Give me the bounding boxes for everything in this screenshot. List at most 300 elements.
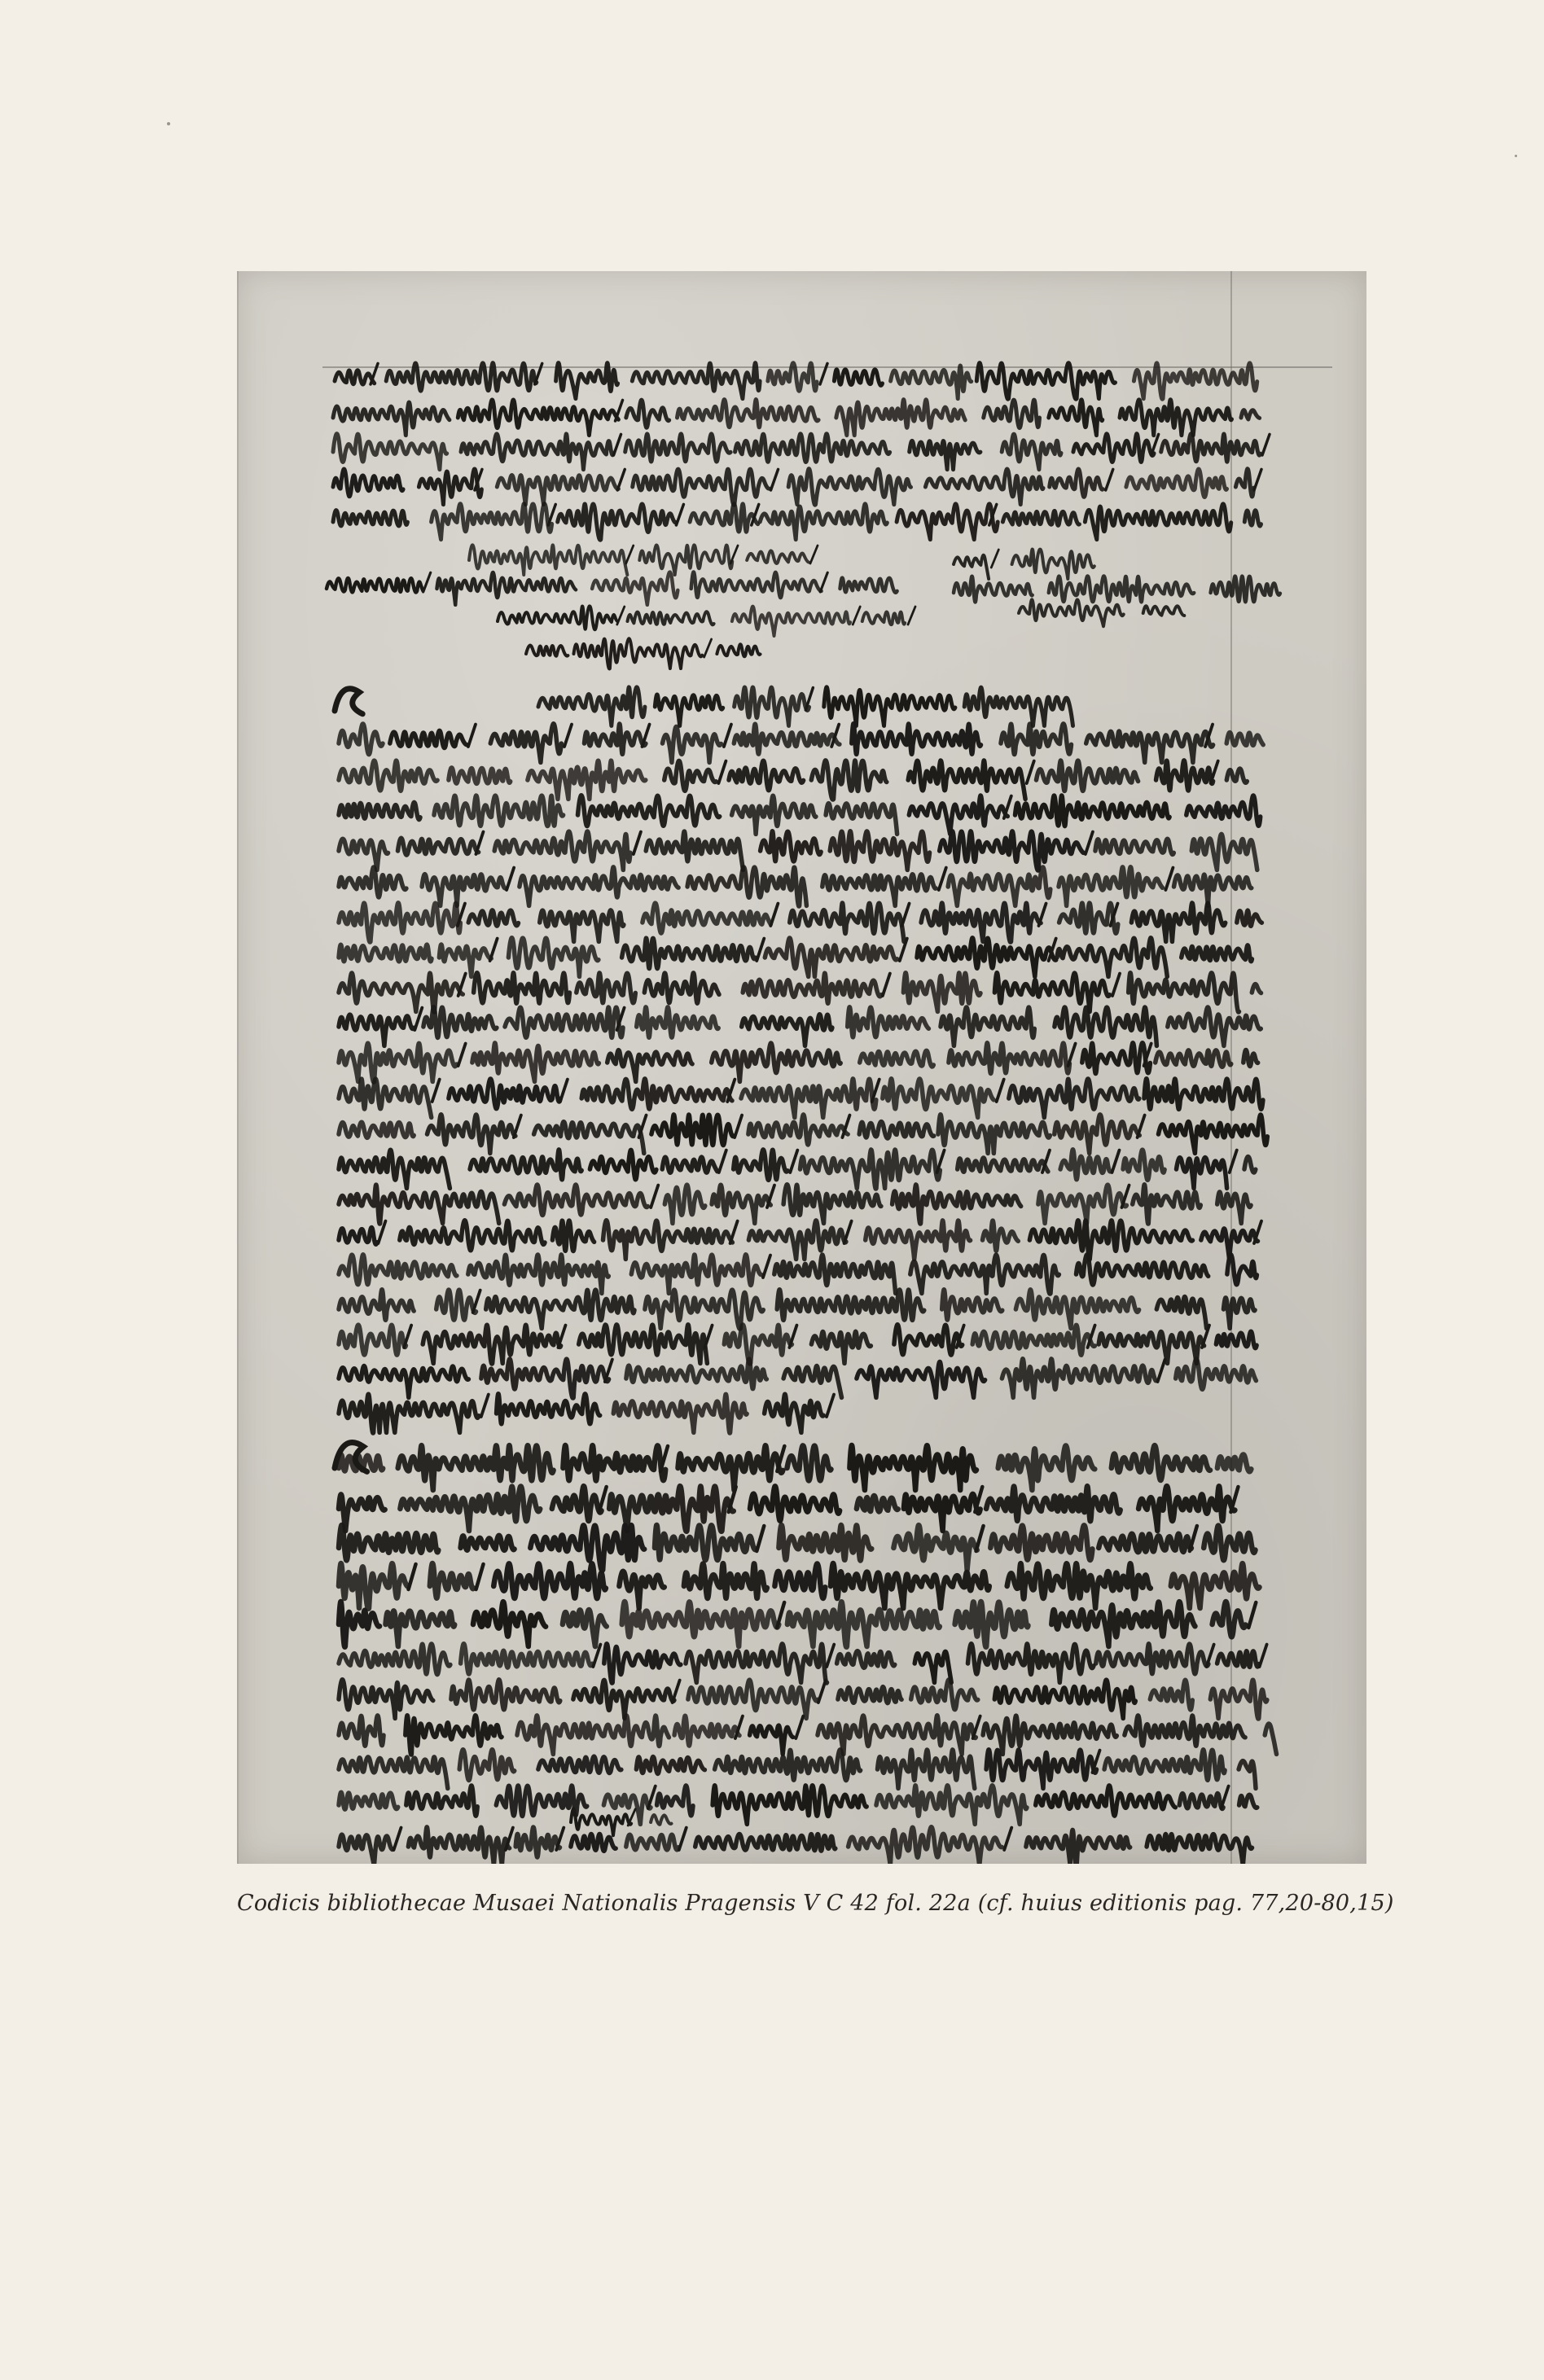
handwriting-word xyxy=(592,572,678,605)
handwriting-word xyxy=(712,1185,770,1223)
handwriting-word xyxy=(876,1786,1027,1825)
handwriting-word xyxy=(538,687,645,726)
handwriting-word xyxy=(774,1564,825,1598)
handwriting-slash xyxy=(560,1080,568,1102)
handwriting-line xyxy=(498,606,915,636)
handwriting-word xyxy=(1059,903,1118,933)
handwriting-slash xyxy=(704,639,712,657)
handwriting-word xyxy=(811,1331,871,1363)
handwriting-word xyxy=(866,1221,971,1259)
handwriting-word xyxy=(834,370,882,386)
handwriting-word xyxy=(894,1325,963,1355)
handwriting-word xyxy=(608,1050,692,1082)
handwriting-slash xyxy=(770,469,778,490)
handwriting-slash xyxy=(901,904,909,926)
handwriting-word xyxy=(468,910,518,926)
handwriting-word xyxy=(439,945,491,976)
handwriting-word xyxy=(461,1536,515,1550)
handwriting-word xyxy=(732,607,850,636)
handwriting-line xyxy=(339,1359,1256,1398)
handwriting-word xyxy=(508,938,599,977)
handwriting-word xyxy=(1187,796,1261,826)
handwriting-word xyxy=(783,1185,881,1224)
handwriting-slash xyxy=(535,363,542,384)
handwriting-word xyxy=(1226,769,1247,782)
handwriting-word xyxy=(432,504,552,540)
handwriting-word xyxy=(743,973,881,1003)
handwriting-word xyxy=(986,1486,1121,1521)
handwriting-word xyxy=(1059,867,1163,906)
handwriting-word xyxy=(836,400,965,436)
handwriting-word xyxy=(938,1115,1050,1154)
handwriting-word xyxy=(983,1716,1116,1754)
handwriting-word xyxy=(581,1079,732,1109)
handwriting-word xyxy=(339,867,406,897)
handwriting-word xyxy=(632,363,760,399)
handwriting-slash xyxy=(679,1828,686,1850)
handwriting-word xyxy=(339,1834,393,1864)
handwriting-line xyxy=(339,1602,1256,1647)
handwriting-slash xyxy=(730,1221,738,1243)
handwriting-word xyxy=(643,903,770,933)
handwriting-word xyxy=(686,1644,827,1683)
handwriting-word xyxy=(655,695,722,725)
handwriting-line xyxy=(339,831,1257,870)
handwriting-slash xyxy=(820,363,827,384)
handwriting-slash xyxy=(423,572,431,592)
handwriting-slash xyxy=(409,1564,416,1589)
handwriting-word xyxy=(831,1563,989,1608)
handwriting-word xyxy=(909,796,1007,834)
handwriting-word xyxy=(628,611,714,625)
handwriting-word xyxy=(563,1445,665,1480)
handwriting-slash xyxy=(796,1716,803,1738)
handwriting-line xyxy=(339,903,1261,942)
handwriting-word xyxy=(1051,1602,1195,1646)
handwriting-slash xyxy=(770,904,778,926)
handwriting-word xyxy=(732,796,816,834)
handwriting-word xyxy=(333,469,403,497)
handwriting-word xyxy=(530,1525,644,1571)
handwriting-slash xyxy=(1262,434,1270,455)
handwriting-word xyxy=(558,504,677,540)
handwriting-word xyxy=(585,724,646,754)
handwriting-word xyxy=(486,1290,634,1328)
handwriting-word xyxy=(1002,434,1061,470)
handwriting-word xyxy=(517,1716,669,1755)
handwriting-slash xyxy=(676,504,683,525)
handwriting-word xyxy=(942,1290,1002,1320)
handwriting-slash xyxy=(626,546,634,563)
handwriting-word xyxy=(406,1716,502,1755)
handwriting-slash xyxy=(827,1395,834,1417)
handwriting-slash xyxy=(939,868,946,890)
handwriting-word xyxy=(958,1158,1048,1172)
handwriting-word xyxy=(1156,760,1213,791)
handwriting-word xyxy=(1143,606,1185,616)
handwriting-word xyxy=(811,760,887,800)
handwriting-word xyxy=(768,363,817,391)
handwriting-word xyxy=(972,1325,1094,1355)
handwriting-word xyxy=(579,1325,708,1364)
handwriting-word xyxy=(741,1079,876,1118)
handwriting-word xyxy=(1086,731,1213,762)
handwriting-word xyxy=(742,1015,832,1046)
handwriting-line xyxy=(339,1680,1267,1719)
handwriting-word xyxy=(735,434,890,462)
handwriting-slash xyxy=(1106,469,1113,490)
handwriting-word xyxy=(1001,724,1072,755)
handwriting-line xyxy=(339,1716,1277,1755)
handwriting-word xyxy=(663,726,722,762)
handwriting-line xyxy=(339,973,1261,1012)
handwriting-slash xyxy=(564,725,572,747)
handwriting-word xyxy=(765,938,897,976)
handwriting-word xyxy=(787,1602,940,1646)
handwriting-word xyxy=(339,1525,438,1560)
handwriting-word xyxy=(423,1325,560,1364)
handwriting-word xyxy=(552,1221,594,1251)
handwriting-line xyxy=(339,1445,1251,1490)
handwriting-word xyxy=(968,1644,1094,1683)
handwriting-word xyxy=(339,839,388,870)
handwriting-line xyxy=(335,363,1257,400)
handwriting-word xyxy=(386,363,537,391)
handwriting-word xyxy=(1213,1602,1246,1637)
handwriting-word xyxy=(1244,1050,1258,1067)
handwriting-line xyxy=(339,1563,1260,1609)
handwriting-word xyxy=(1099,1534,1191,1552)
handwriting-word xyxy=(1123,1150,1165,1180)
handwriting-word xyxy=(774,1255,896,1293)
handwriting-word xyxy=(1252,984,1261,993)
handwriting-word xyxy=(964,687,1072,725)
handwriting-word xyxy=(826,804,897,835)
paper-speck xyxy=(1515,155,1517,157)
handwriting-word xyxy=(852,724,981,755)
handwriting-word xyxy=(1156,1050,1231,1067)
handwriting-word xyxy=(636,1757,704,1774)
handwriting-word xyxy=(1133,1185,1201,1224)
handwriting-word xyxy=(729,760,804,791)
handwriting-line xyxy=(339,1007,1261,1046)
handwriting-word xyxy=(1226,732,1263,745)
handwriting-word xyxy=(840,578,897,593)
handwriting-word xyxy=(339,1716,384,1746)
handwriting-word xyxy=(528,760,646,799)
handwriting-line xyxy=(339,1079,1263,1118)
handwriting-word xyxy=(504,1185,647,1216)
handwriting-word xyxy=(1211,576,1280,603)
handwriting-word xyxy=(339,1015,414,1045)
handwriting-word xyxy=(419,469,481,505)
handwriting-slash xyxy=(1004,1828,1011,1850)
handwriting-word xyxy=(339,1325,406,1355)
handwriting-word xyxy=(1171,1563,1260,1608)
handwriting-word xyxy=(748,1221,846,1259)
handwriting-word xyxy=(837,1651,895,1668)
handwriting-slash xyxy=(818,1681,826,1703)
handwriting-word xyxy=(645,1290,763,1329)
handwriting-word xyxy=(1244,511,1261,526)
handwriting-slash xyxy=(810,546,818,563)
handwriting-word xyxy=(849,1827,1002,1864)
handwriting-slash xyxy=(1068,1044,1076,1066)
handwriting-word xyxy=(734,724,840,754)
handwriting-slash xyxy=(1112,1151,1119,1172)
handwriting-line xyxy=(1019,599,1184,626)
handwriting-word xyxy=(1036,1786,1176,1816)
plate-caption: Codicis bibliothecae Musaei Nationalis Pragensis V C 42 fol. 22a (cf. huius editionis pag. 77,20-80,15) xyxy=(237,1891,1394,1916)
handwriting-slash xyxy=(991,550,998,568)
handwriting-word xyxy=(1050,469,1103,497)
handwriting-word xyxy=(678,400,819,427)
handwriting-slash xyxy=(617,469,625,490)
handwriting-slash xyxy=(790,1151,797,1172)
handwriting-line xyxy=(333,504,1261,541)
paper-speck xyxy=(167,122,170,125)
handwriting-word xyxy=(655,1525,757,1560)
handwriting-word xyxy=(459,1750,515,1781)
handwriting-word xyxy=(1265,1724,1276,1754)
handwriting-word xyxy=(662,1157,717,1172)
handwriting-word xyxy=(990,1525,1092,1560)
handwriting-word xyxy=(398,838,479,855)
handwriting-word xyxy=(1085,504,1230,540)
handwriting-word xyxy=(339,903,460,942)
handwriting-word xyxy=(893,1525,976,1570)
handwriting-word xyxy=(917,938,1056,977)
handwriting-word xyxy=(423,1007,497,1038)
handwriting-word xyxy=(1144,1079,1263,1110)
handwriting-line xyxy=(339,1290,1255,1329)
handwriting-word xyxy=(1002,511,1079,525)
handwriting-word xyxy=(665,760,717,791)
handwriting-word xyxy=(1077,1255,1208,1285)
handwriting-word xyxy=(760,504,887,540)
handwriting-word xyxy=(556,363,618,399)
handwriting-word xyxy=(1224,1298,1256,1329)
handwriting-slash xyxy=(735,1115,742,1137)
handwriting-line xyxy=(339,867,1252,906)
handwriting-word xyxy=(747,550,809,563)
handwriting-word xyxy=(801,1150,941,1189)
handwriting-word xyxy=(925,469,1043,505)
handwriting-word xyxy=(1019,599,1124,626)
handwriting-word xyxy=(406,1786,477,1816)
handwriting-slash xyxy=(468,725,476,747)
handwriting-slash xyxy=(1027,761,1034,783)
handwriting-word xyxy=(903,973,980,1012)
handwriting-line xyxy=(954,549,1094,579)
handwriting-line xyxy=(339,796,1261,835)
handwriting-word xyxy=(609,1486,734,1532)
handwriting-line xyxy=(339,938,1252,977)
handwriting-word xyxy=(505,1007,623,1037)
handwriting-word xyxy=(474,973,570,1003)
handwriting-line xyxy=(339,1325,1257,1364)
handwriting-slash xyxy=(1158,1360,1165,1382)
handwriting-word xyxy=(534,1122,644,1154)
handwriting-word xyxy=(1244,1157,1256,1172)
handwriting-word xyxy=(339,1494,385,1531)
handwriting-word xyxy=(626,400,669,427)
handwriting-word xyxy=(481,1359,609,1398)
handwriting-word xyxy=(998,1446,1095,1490)
handwriting-slash xyxy=(827,1645,834,1667)
handwriting-word xyxy=(1241,410,1260,419)
handwriting-word xyxy=(1057,938,1167,977)
handwriting-word xyxy=(1156,1297,1206,1329)
handwriting-word xyxy=(788,469,910,506)
handwriting-line xyxy=(339,1827,1252,1864)
handwriting-word xyxy=(644,973,719,1003)
manuscript-plate xyxy=(237,271,1366,1864)
handwriting-word xyxy=(428,1115,515,1154)
handwriting-word xyxy=(1082,1043,1151,1074)
handwriting-word xyxy=(339,802,420,819)
handwriting-line xyxy=(538,687,1073,726)
handwriting-slash xyxy=(719,1151,726,1172)
handwriting-word xyxy=(1168,1007,1261,1045)
handwriting-word xyxy=(626,1834,678,1850)
handwriting-word xyxy=(941,1007,1034,1045)
handwriting-word xyxy=(838,1687,901,1703)
handwriting-word xyxy=(955,1602,1029,1647)
handwriting-word xyxy=(1002,1359,1156,1398)
handwriting-slash xyxy=(393,1828,401,1850)
handwriting-slash xyxy=(763,1256,770,1278)
handwriting-word xyxy=(430,1563,474,1598)
handwriting-word xyxy=(339,1255,457,1285)
handwriting-word xyxy=(625,434,730,462)
handwriting-word xyxy=(540,910,624,941)
handwriting-word xyxy=(1026,1830,1130,1864)
handwriting-word xyxy=(498,606,617,629)
handwriting-word xyxy=(910,440,980,469)
handwriting-word xyxy=(678,1445,783,1490)
handwriting-word xyxy=(1217,1651,1259,1668)
handwriting-word xyxy=(878,1750,975,1788)
handwriting-word xyxy=(339,1079,432,1117)
handwriting-word xyxy=(1055,1007,1157,1045)
handwriting-word xyxy=(408,1827,509,1864)
handwriting-word xyxy=(1177,1158,1227,1189)
handwriting-word xyxy=(783,1366,841,1398)
handwriting-word xyxy=(824,687,955,726)
handwriting-slash xyxy=(507,868,514,890)
handwriting-word xyxy=(335,370,375,384)
handwriting-slash xyxy=(1086,832,1093,854)
handwriting-slash xyxy=(476,1564,484,1589)
handwriting-word xyxy=(1161,434,1261,462)
handwriting-word xyxy=(339,1792,398,1809)
handwriting-word xyxy=(1037,760,1138,791)
handwriting-word xyxy=(461,434,613,470)
handwriting-line xyxy=(526,638,761,668)
handwriting-slash xyxy=(1254,469,1261,490)
handwriting-word xyxy=(1038,1185,1127,1223)
handwriting-word xyxy=(750,1725,793,1754)
handwriting-word xyxy=(857,1361,985,1397)
handwriting-word xyxy=(1015,1290,1138,1329)
handwriting-slash xyxy=(976,1526,984,1551)
handwriting-word xyxy=(639,545,732,575)
handwriting-line xyxy=(339,1750,1256,1789)
handwriting-word xyxy=(734,1150,787,1180)
handwriting-word xyxy=(333,434,447,470)
handwriting-word xyxy=(1237,910,1262,926)
handwriting-word xyxy=(1227,1255,1257,1285)
handwriting-word xyxy=(497,1394,600,1424)
handwriting-word xyxy=(515,1827,559,1857)
handwriting-word xyxy=(1120,400,1232,436)
handwriting-word xyxy=(626,1359,767,1389)
handwriting-word xyxy=(657,1786,693,1816)
handwriting-word xyxy=(1096,1644,1208,1674)
handwriting-slash xyxy=(1260,1645,1267,1667)
handwriting-line xyxy=(333,434,1270,470)
handwriting-slash xyxy=(1222,1786,1229,1808)
handwriting-word xyxy=(1099,1332,1204,1364)
handwriting-word xyxy=(622,1602,779,1646)
handwriting-word xyxy=(940,831,1084,870)
handwriting-word xyxy=(339,724,383,755)
handwriting-word xyxy=(1191,834,1257,870)
handwriting-word xyxy=(787,1445,831,1480)
handwriting-line xyxy=(339,1525,1256,1571)
handwriting-slash xyxy=(458,1044,466,1066)
handwriting-word xyxy=(400,1486,540,1531)
handwriting-word xyxy=(1210,1680,1267,1719)
handwriting-word xyxy=(954,576,1033,603)
handwriting-word xyxy=(748,1115,848,1145)
handwriting-word xyxy=(717,644,760,656)
handwriting-word xyxy=(994,1680,1135,1718)
handwriting-word xyxy=(976,363,1115,400)
handwriting-word xyxy=(1049,400,1103,436)
handwriting-word xyxy=(339,1228,377,1245)
handwriting-word xyxy=(473,1602,546,1646)
handwriting-word xyxy=(637,1007,719,1037)
handwriting-word xyxy=(777,1290,924,1321)
handwriting-word xyxy=(1159,1115,1268,1153)
handwriting-word xyxy=(339,1290,414,1320)
handwriting-line xyxy=(339,1786,1257,1825)
handwriting-word xyxy=(1049,576,1194,602)
handwriting-word xyxy=(1179,1794,1223,1809)
handwriting-word xyxy=(735,687,809,725)
handwriting-line xyxy=(339,1043,1258,1082)
handwriting-word xyxy=(339,1185,499,1224)
handwriting-word xyxy=(911,1680,978,1710)
handwriting-word xyxy=(622,938,756,968)
handwriting-word xyxy=(339,1563,409,1609)
handwriting-word xyxy=(437,572,577,605)
handwriting-word xyxy=(470,1150,581,1180)
handwriting-slash xyxy=(473,1291,480,1313)
handwriting-word xyxy=(633,469,770,505)
handwritten-text-image xyxy=(237,271,1366,1864)
handwriting-word xyxy=(994,973,1109,1012)
handwriting-slash xyxy=(908,607,915,625)
handwriting-word xyxy=(1015,796,1170,826)
handwriting-word xyxy=(779,1525,871,1560)
handwriting-word xyxy=(339,1366,468,1398)
handwriting-word xyxy=(857,1496,898,1511)
handwriting-word xyxy=(490,724,561,763)
handwriting-slash xyxy=(490,939,498,961)
